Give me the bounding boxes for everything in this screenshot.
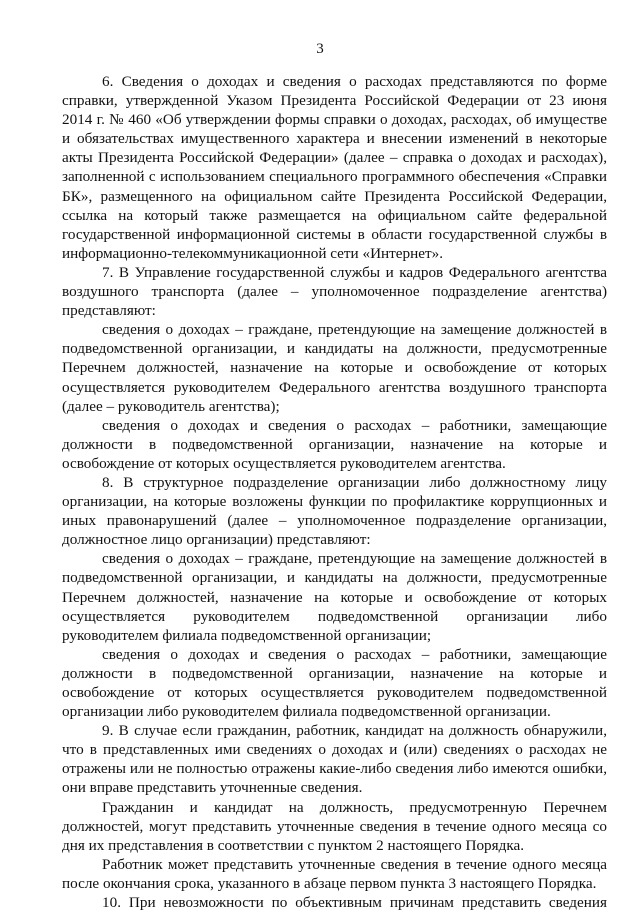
paragraph-9: 9. В случае если гражданин, работник, кандидат на должность обнаружили, что в представленных ими сведениях о доходах и (или) сведениях о расходах не отражены или не полностью отражены какие-либо сведения либо имеются ошибки, они вправе представить уточненные сведения. xyxy=(62,722,607,797)
paragraph-8-income-expense-holders: сведения о доходах и сведения о расходах – работники, замещающие должности в подведомственной организации, назначение на которые и освобождение от которых осуществляется руководителем подведомственной организации либо руководителем филиала подведомственной организации. xyxy=(62,645,607,721)
paragraph-9-citizen-candidate: Гражданин и кандидат на должность, предусмотренную Перечнем должностей, могут представить уточненные сведения в течение одного месяца со дня их представления в соответствии с пунктом 2 настоящего Порядка. xyxy=(62,798,607,854)
page-number: 3 xyxy=(316,41,324,57)
document-body xyxy=(62,72,607,912)
paragraph-10: 10. При невозможности по объективным причинам представить сведения xyxy=(102,894,607,912)
paragraph-7-income-holders: сведения о доходах – граждане, претендующие на замещение должностей в подведомственной организации, и кандидаты на должности, предусмотренные Перечнем должностей, назначение на которые и освобождение от которых осуществляется руководителем Федерального агентства воздушного транспорта (далее – руководитель агентства); xyxy=(62,321,607,415)
paragraph-7: 7. В Управление государственной службы и кадров Федерального агентства воздушного транспорта (далее – уполномоченное подразделение агентства) представляют: xyxy=(62,263,607,320)
paragraph-6: 6. Сведения о доходах и сведения о расходах представляются по форме справки, утвержденной Указом Президента Российской Федерации от 23 июня 2014 г. № 460 «Об утверждении формы справки о доходах, расходах, об имуществе и обязательствах имущественного характера и внесении изменений в некоторые акты Президента Российской Федерации» (далее – справка о доходах и расходах), заполненной с использованием специального программного обеспечения «Справки БК», размещенного на официальном сайте Президента Российской Федерации, ссылка на который также размещается на официальном сайте федеральной государственной информационной системы в области государственной службы в информационно-телекоммуникационной сети «Интернет». xyxy=(62,73,607,262)
paragraph-7-income-expense-holders: сведения о доходах и сведения о расходах – работники, замещающие должности в подведомственной организации, назначение на которые и освобождение от которых осуществляется руководителем агентства. xyxy=(62,416,607,472)
paragraph-9-employee: Работник может представить уточненные сведения в течение одного месяца после окончания срока, указанного в абзаце первом пункта 3 настоящего Порядка. xyxy=(62,855,607,892)
paragraph-8-income-holders: сведения о доходах – граждане, претендующие на замещение должностей в подведомственной организации, и кандидаты на должности, предусмотренные Перечнем должностей, назначение на которые и освобождение от которых осуществляется руководителем подведомственной организации либо руководителем филиала подведомственной организации; xyxy=(62,550,607,644)
paragraph-8: 8. В структурное подразделение организации либо должностному лицу организации, на которые возложены функции по профилактике коррупционных и иных правонарушений (далее – уполномоченное подразделение организации, должностное лицо организации) представляют: xyxy=(62,473,607,549)
